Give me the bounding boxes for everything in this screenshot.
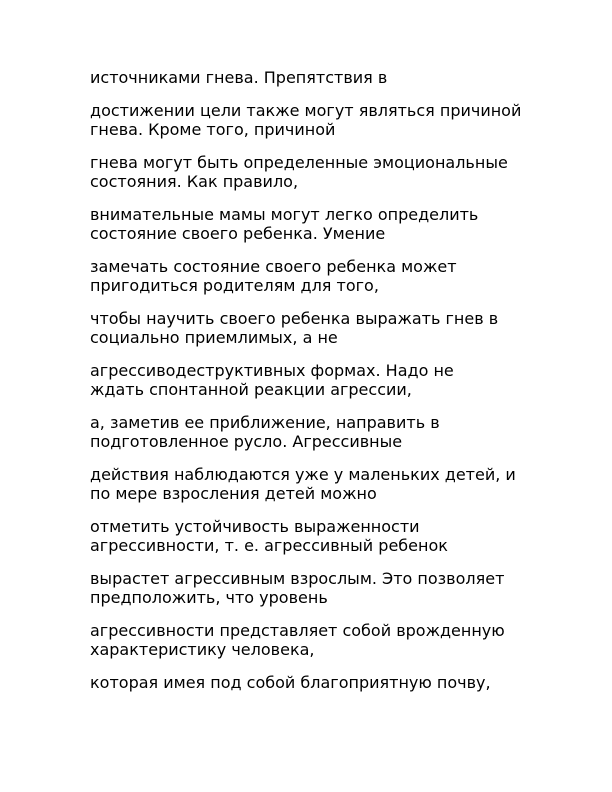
text-line: достижении цели также могут являться причиной xyxy=(90,101,522,120)
paragraph xyxy=(90,257,530,295)
paragraph xyxy=(90,465,530,503)
text-line: предположить, что уровень xyxy=(90,588,328,607)
text-line: действия наблюдаются уже у маленьких детей, и xyxy=(90,465,516,484)
paragraph xyxy=(90,413,530,451)
paragraph xyxy=(90,101,530,139)
text-line: ждать спонтанной реакции агрессии, xyxy=(90,380,412,399)
paragraph xyxy=(90,153,530,191)
text-line: внимательные мамы могут легко определить xyxy=(90,205,479,224)
text-line: состояния. Как правило, xyxy=(90,172,299,191)
text-line: вырастет агрессивным взрослым. Это позволяет xyxy=(90,569,505,588)
text-line: гнева. Кроме того, причиной xyxy=(90,120,336,139)
text-line: гнева могут быть определенные эмоциональные xyxy=(90,153,508,172)
body-text xyxy=(90,68,530,706)
text-line: социально приемлимых, а не xyxy=(90,328,338,347)
paragraph xyxy=(90,309,530,347)
text-line: характеристику человека, xyxy=(90,640,315,659)
paragraph xyxy=(90,569,530,607)
text-line: агрессивности представляет собой врожденную xyxy=(90,621,505,640)
text-line: пригодиться родителям для того, xyxy=(90,276,379,295)
text-line: источниками гнева. Препятствия в xyxy=(90,68,388,87)
text-line: по мере взросления детей можно xyxy=(90,484,377,503)
text-line: замечать состояние своего ребенка может xyxy=(90,257,457,276)
paragraph xyxy=(90,68,530,87)
paragraph xyxy=(90,517,530,555)
text-line: отметить устойчивость выраженности xyxy=(90,517,420,536)
text-line: которая имея под собой благоприятную почву, xyxy=(90,673,491,692)
text-line: чтобы научить своего ребенка выражать гнев в xyxy=(90,309,499,328)
paragraph xyxy=(90,673,530,692)
text-line: агрессивности, т. е. агрессивный ребенок xyxy=(90,536,448,555)
paragraph xyxy=(90,205,530,243)
text-line: состояние своего ребенка. Умение xyxy=(90,224,386,243)
text-line: а, заметив ее приближение, направить в xyxy=(90,413,440,432)
paragraph xyxy=(90,361,530,399)
text-line: агрессиводеструктивных формах. Надо не xyxy=(90,361,454,380)
text-line: подготовленное русло. Агрессивные xyxy=(90,432,403,451)
paragraph xyxy=(90,621,530,659)
